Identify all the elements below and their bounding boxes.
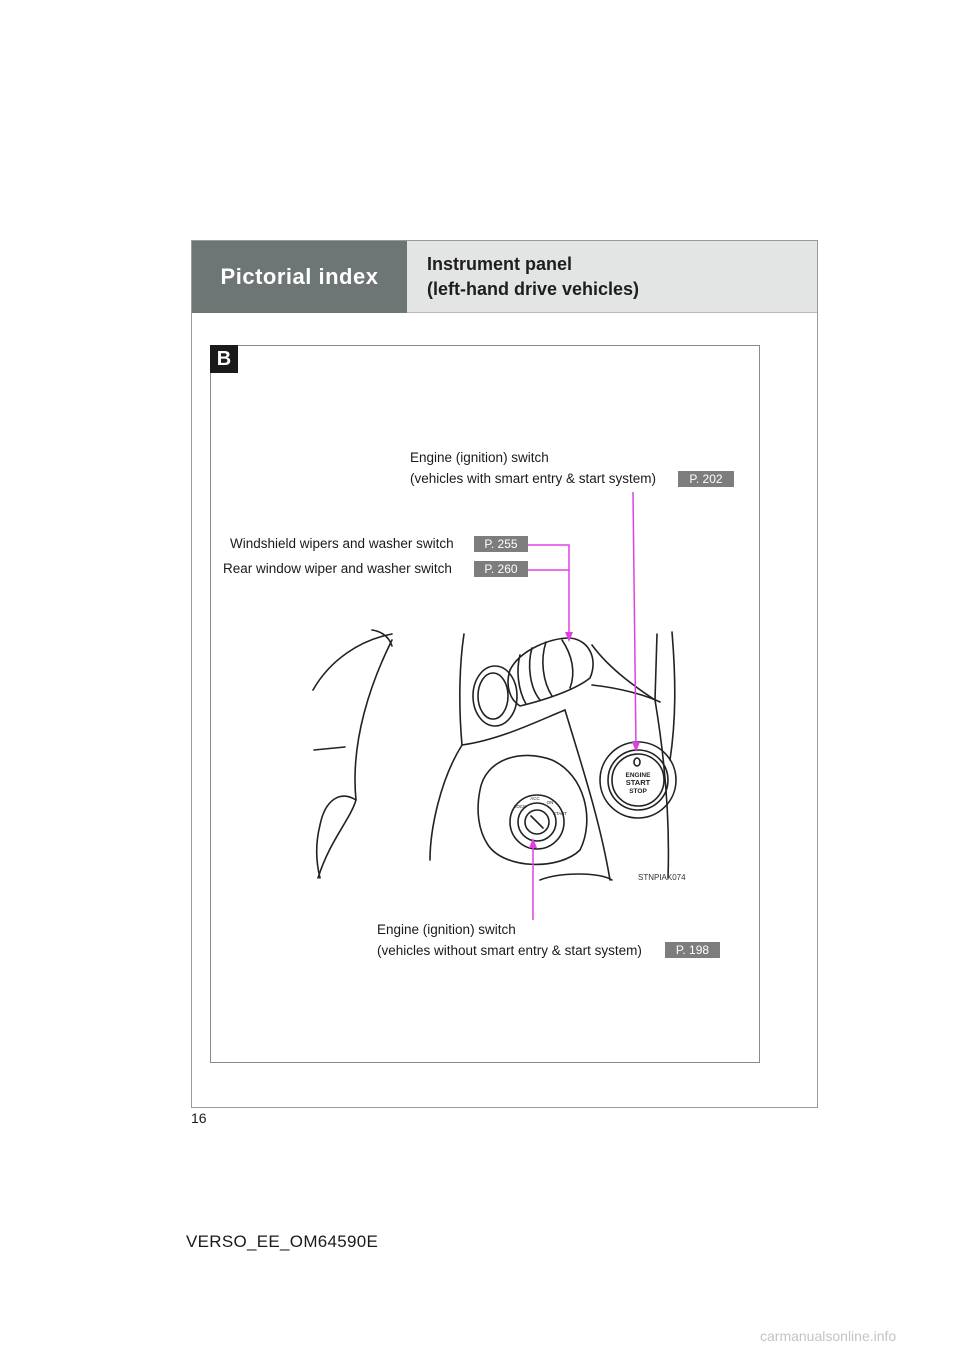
page-ref-p260[interactable]: P. 260 xyxy=(474,561,528,577)
wiper-lever-ring3 xyxy=(543,642,552,696)
callout-engine-switch-key-line2: (vehicles without smart entry & start system) xyxy=(377,943,642,958)
dashboard-outline xyxy=(313,634,392,690)
steering-wheel-rim xyxy=(318,640,392,878)
right-panel-curve xyxy=(670,632,675,760)
callout-engine-switch-key-line1: Engine (ignition) switch xyxy=(377,922,516,937)
leader-line-wipers xyxy=(528,545,569,638)
watermark: carmanualsonline.info xyxy=(760,1328,897,1344)
leader-line-smart-switch xyxy=(633,492,636,748)
page-number: 16 xyxy=(191,1110,207,1126)
column-shroud-top xyxy=(592,685,660,702)
wiper-lever xyxy=(508,638,593,706)
start-button-indicator xyxy=(634,758,640,766)
page-ref-p202[interactable]: P. 202 xyxy=(678,471,734,487)
callout-engine-switch-smart-line2: (vehicles with smart entry & start system) xyxy=(410,471,657,486)
page-ref-p198[interactable]: P. 198 xyxy=(665,942,720,958)
wiper-lever-ring1 xyxy=(518,655,526,704)
topic-title-line2: (left-hand drive vehicles) xyxy=(427,279,640,299)
wiper-lever-ring2 xyxy=(530,648,540,700)
cylinder-text-acc: ACC xyxy=(530,796,540,801)
key-slot xyxy=(531,816,543,828)
cylinder-text-lock: LOCK xyxy=(513,804,527,809)
start-button-text-start: START xyxy=(625,778,651,787)
document-code: VERSO_EE_OM64590E xyxy=(186,1232,379,1251)
leader-arrow-wipers xyxy=(565,632,573,642)
section-marker-letter: B xyxy=(216,347,232,370)
column-cover-left xyxy=(430,634,464,860)
section-title-text: Pictorial index xyxy=(220,264,379,289)
wiper-lever-tip xyxy=(562,640,573,688)
cylinder-text-on: ON xyxy=(546,800,554,805)
light-switch-knob-inner xyxy=(478,673,508,719)
callout-windshield-wipers: Windshield wipers and washer switch xyxy=(230,536,454,551)
callout-rear-wiper: Rear window wiper and washer switch xyxy=(223,561,452,576)
topic-title-line1: Instrument panel xyxy=(427,254,573,274)
page-ref-p255[interactable]: P. 255 xyxy=(474,536,528,552)
start-button-text-stop: STOP xyxy=(629,788,647,795)
cylinder-text-start: START xyxy=(552,811,568,816)
start-button-text-engine: ENGINE xyxy=(625,772,651,779)
figure-code: STNPIAK074 xyxy=(638,873,686,882)
lower-trim-line xyxy=(540,874,612,880)
callout-engine-switch-smart-line1: Engine (ignition) switch xyxy=(410,450,549,465)
panel-seam xyxy=(314,747,345,750)
